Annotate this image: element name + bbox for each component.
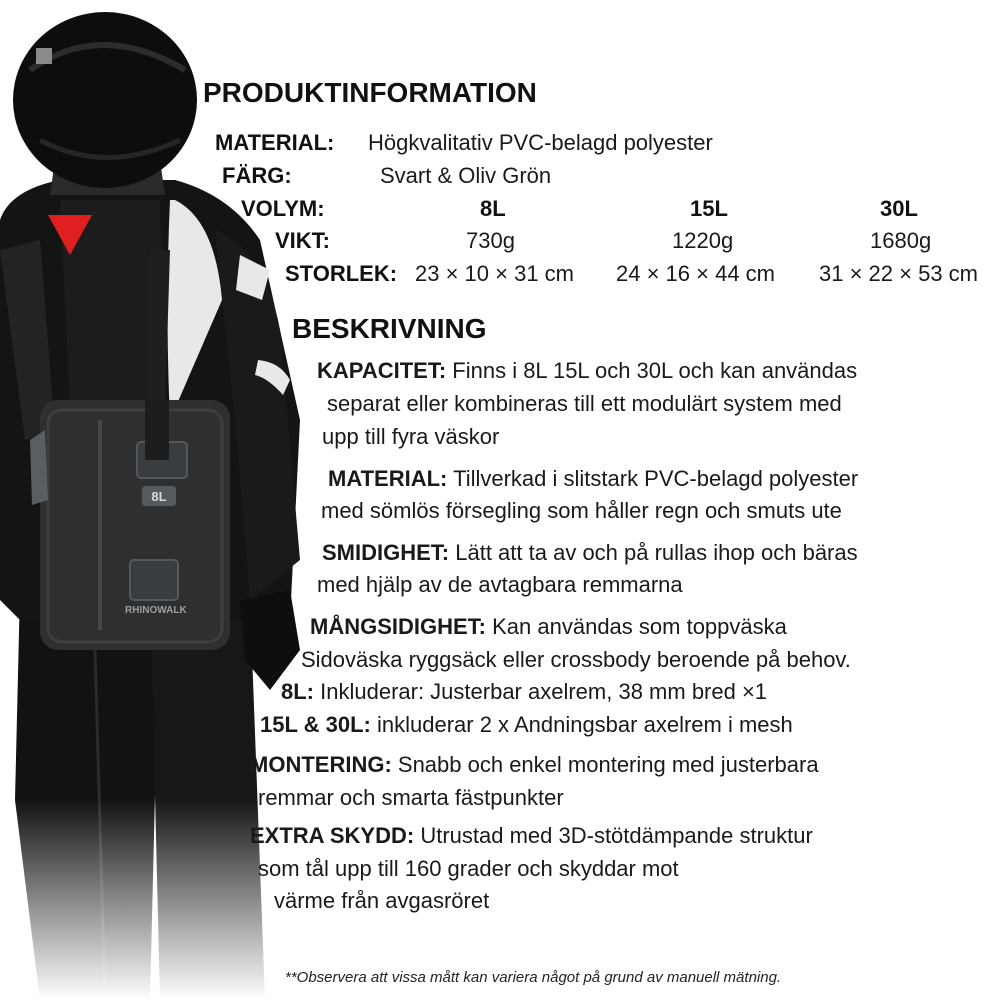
weight-label: VIKT: <box>275 228 330 253</box>
versatility-line-1 <box>310 614 787 640</box>
size-15l: 24 × 16 × 44 cm <box>616 261 775 286</box>
color-label: FÄRG: <box>222 163 292 188</box>
volume-8l: 8L <box>480 196 506 221</box>
protection-text-2: som tål upp till 160 grader och skyddar mot <box>258 856 679 881</box>
capacity-text-1: Finns i 8L 15L och 30L och kan användas <box>452 358 858 383</box>
includes-8l-line <box>281 679 767 705</box>
size-label: STORLEK: <box>285 261 398 286</box>
product-info-heading: PRODUKTINFORMATION <box>203 77 537 108</box>
volume-30l: 30L <box>880 196 918 221</box>
size-30l: 31 × 22 × 53 cm <box>819 261 978 286</box>
includes-8l-text: Inkluderar: Justerbar axelrem, 38 mm bred ×1 <box>320 679 768 704</box>
agility-text-2: med hjälp av de avtagbara remmarna <box>317 572 683 597</box>
volume-label: VOLYM: <box>241 196 325 221</box>
footnote: **Observera att vissa mått kan variera något på grund av manuell mätning. <box>285 969 782 986</box>
capacity-text-2: separat eller kombineras till ett modulärt system med <box>327 391 842 416</box>
material-desc-line-1 <box>328 466 858 492</box>
weight-8l: 730g <box>466 228 515 253</box>
color-value: Svart & Oliv Grön <box>380 163 552 188</box>
mounting-line-1 <box>250 752 819 778</box>
capacity-line-1 <box>317 358 857 384</box>
material-value: Högkvalitativ PVC-belagd polyester <box>368 130 713 155</box>
size-8l: 23 × 10 × 31 cm <box>415 261 574 286</box>
agility-line-1 <box>322 540 858 566</box>
material-desc-text-2: med sömlös försegling som håller regn och smuts ute <box>321 498 842 523</box>
includes-15-30-label: 15L & 30L: <box>260 712 371 737</box>
protection-line-1 <box>250 823 813 849</box>
includes-15-30-line <box>260 712 793 738</box>
includes-15-30-text: inkluderar 2 x Andningsbar axelrem i mesh <box>376 712 793 737</box>
includes-8l-label: 8L: <box>281 679 314 704</box>
versatility-label: MÅNGSIDIGHET: <box>310 614 486 639</box>
capacity-text-3: upp till fyra väskor <box>322 424 500 449</box>
description-heading: BESKRIVNING <box>292 313 487 344</box>
protection-text-3: värme från avgasröret <box>274 888 490 913</box>
material-desc-text-1: Tillverkad i slitstark PVC-belagd polyester <box>453 466 859 491</box>
weight-15l: 1220g <box>672 228 734 253</box>
capacity-label: KAPACITET: <box>317 358 447 383</box>
versatility-text-1: Kan användas som toppväska <box>492 614 787 639</box>
material-label: MATERIAL: <box>215 130 335 155</box>
agility-text-1: Lätt att ta av och på rullas ihop och bäras <box>455 540 858 565</box>
weight-30l: 1680g <box>870 228 932 253</box>
mounting-text-1: Snabb och enkel montering med justerbara <box>397 752 819 777</box>
mounting-text-2: remmar och smarta fästpunkter <box>258 785 564 810</box>
protection-text-1: Utrustad med 3D-stötdämpande struktur <box>420 823 813 848</box>
versatility-text-2: Sidoväska ryggsäck eller crossbody beroende på behov. <box>301 647 851 672</box>
agility-label: SMIDIGHET: <box>322 540 450 565</box>
mounting-label: MONTERING: <box>250 752 392 777</box>
protection-label: EXTRA SKYDD: <box>250 823 415 848</box>
volume-15l: 15L <box>690 196 728 221</box>
material-desc-label: MATERIAL: <box>328 466 448 491</box>
